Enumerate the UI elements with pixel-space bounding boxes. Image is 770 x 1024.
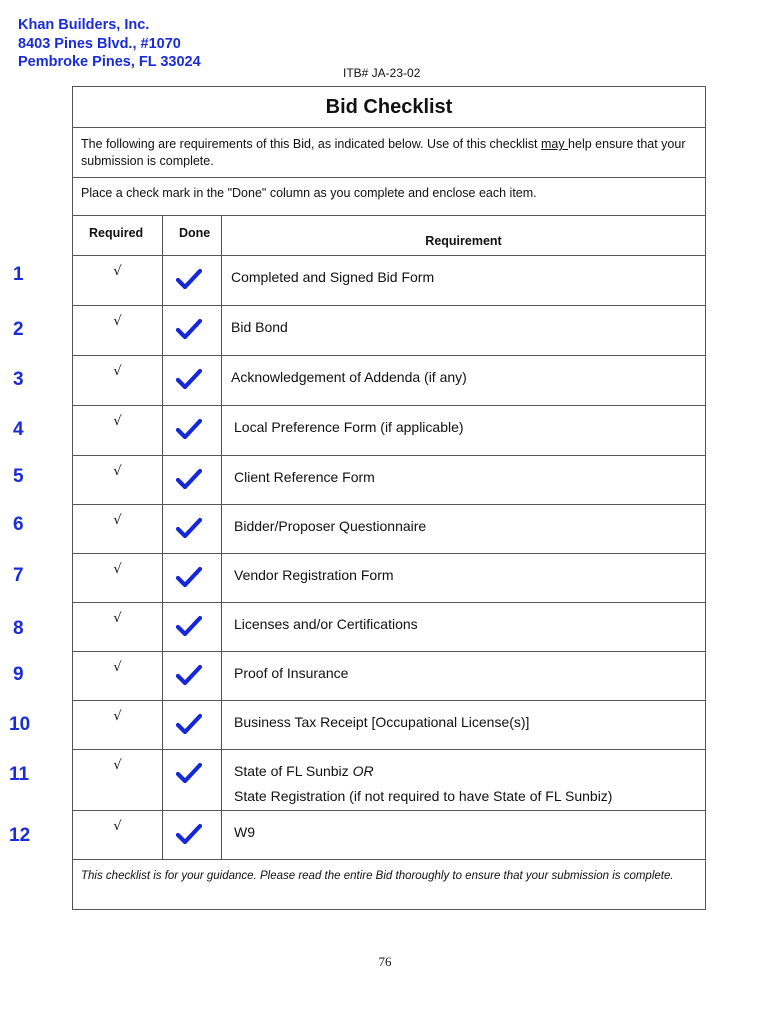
company-city: Pembroke Pines, FL 33024 [18,54,201,70]
table-row [13,256,705,306]
required-mark: √ [73,505,163,553]
done-cell[interactable] [163,406,222,455]
checkmark-icon [176,368,202,390]
row-number: 5 [13,466,24,487]
requirement-text: Business Tax Receipt [Occupational License(s)] [234,714,530,730]
done-cell[interactable] [163,811,222,859]
done-cell[interactable] [163,306,222,355]
required-mark: √ [73,603,163,651]
requirement-text: Proof of Insurance [234,665,349,681]
table-row [13,505,705,554]
checkmark-icon [176,517,202,539]
required-mark: √ [73,652,163,700]
checkmark-icon [176,615,202,637]
requirement-text: Licenses and/or Certifications [234,616,418,632]
checkmark-icon [176,418,202,440]
requirement-text: W9 [234,824,255,840]
requirement-text: Bidder/Proposer Questionnaire [234,518,427,534]
table-row [13,603,705,652]
required-mark: √ [73,356,163,405]
checkmark-icon [176,318,202,340]
required-mark: √ [73,750,163,810]
row-number: 6 [13,514,24,535]
company-name: Khan Builders, Inc. [18,17,150,33]
requirement-line-2: State Registration (if not required to have State of FL Sunbiz) [234,788,613,804]
requirement-text: Client Reference Form [234,469,375,485]
row-number: 2 [13,319,24,340]
table-row [9,750,705,811]
row-number: 4 [13,419,24,440]
requirement-or: OR [352,763,374,779]
requirement-text: Bid Bond [231,319,288,335]
required-mark: √ [73,406,163,455]
intro-underlined: may [540,137,569,151]
checkmark-icon [176,713,202,735]
checkmark-icon [176,566,202,588]
itb-number: ITB# JA-23-02 [343,66,421,80]
table-row [13,554,705,603]
company-header [18,16,201,72]
table-row [13,456,705,505]
row-number: 8 [13,618,24,639]
row-number: 10 [9,714,31,735]
required-mark: √ [73,306,163,355]
checkmark-icon [176,823,202,845]
done-cell[interactable] [163,356,222,405]
row-number: 12 [9,825,31,846]
requirement-text: Local Preference Form (if applicable) [234,419,464,435]
table-row [9,701,705,750]
required-mark: √ [73,554,163,602]
done-cell[interactable] [163,652,222,700]
checkmark-icon [176,762,202,784]
row-number: 3 [13,369,24,390]
checkmark-icon [176,468,202,490]
required-mark: √ [73,701,163,749]
required-mark: √ [73,811,163,859]
header-required: Required [73,216,163,255]
intro-before: The following are requirements of this Bid, as indicated below. Use of this checklist [81,137,541,151]
done-cell[interactable] [163,701,222,749]
table-row [9,811,705,860]
requirement-text [222,750,705,810]
table-row [13,306,705,356]
header-done: Done [163,216,222,255]
row-number: 9 [13,664,24,685]
table-row [13,356,705,406]
requirement-line [234,759,705,784]
header-requirement: Requirement [425,234,502,248]
row-number: 11 [9,764,30,785]
row-number: 7 [13,565,24,586]
column-headers [73,216,705,256]
instruction-text: Place a check mark in the "Done" column as you complete and enclose each item. [73,178,705,216]
required-mark: √ [73,456,163,504]
row-number: 1 [13,264,24,285]
company-street: 8403 Pines Blvd., #1070 [18,35,181,52]
checklist-rows [9,256,705,860]
required-mark: √ [73,256,163,305]
done-cell[interactable] [163,554,222,602]
done-cell[interactable] [163,603,222,651]
done-cell[interactable] [163,750,222,810]
page-number: 76 [378,954,392,969]
done-cell[interactable] [163,256,222,305]
checklist-table [9,86,706,910]
requirement-text: Completed and Signed Bid Form [231,269,435,285]
intro-after: help ensure that your submission is complete. [81,137,686,168]
requirement-text: Acknowledgement of Addenda (if any) [231,369,467,385]
requirement-main: State of FL Sunbiz [234,763,349,779]
done-cell[interactable] [163,505,222,553]
requirement-text: Vendor Registration Form [234,567,394,583]
done-cell[interactable] [163,456,222,504]
table-row [13,406,705,456]
footer-note: This checklist is for your guidance. Please read the entire Bid thoroughly to ensure that your submission is complete. [81,870,674,882]
intro-text [73,128,705,178]
checkmark-icon [176,268,202,290]
table-row [13,652,705,701]
page-title: Bid Checklist [73,87,705,128]
checkmark-icon [176,664,202,686]
